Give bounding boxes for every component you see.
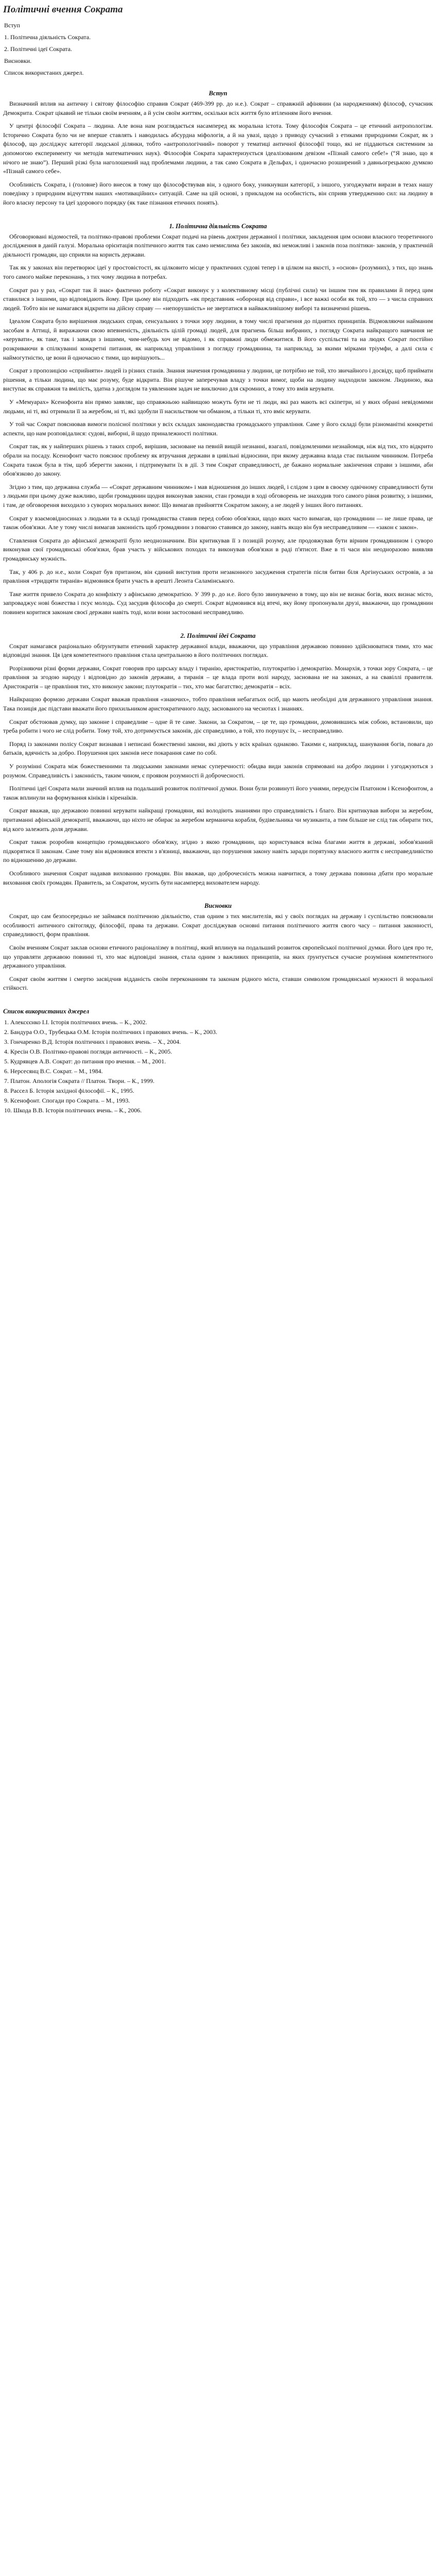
paragraph: Найкращою формою держави Сократ вважав правління «знаючих», тобто правління небагатьох осіб, що мають необхідні для державного управління знання. Така позиція дає підстави вважати його прихильником аристократичного ладу, заснованого на чеснотах і знаннях. <box>3 696 434 713</box>
document-section <box>3 79 433 212</box>
toc-item: Висновки. <box>4 57 32 64</box>
paragraph: Сократ раз у раз, «Сократ так й знає» фактично роботу «Сократ виконує у з колективному місці (публічні сили) чи іншим тим як правилами й перед цим ставилися з іншими, що відповідають йому. При цьому він підходить «як представник «оборонця від справи», і все важкі особи як той, хто — з числа справних людей. Тобто він не намагався відкрити на дійсну справу — «непорушність» не звертатися в найважливішому виборі та визначенні рішень. <box>3 286 434 312</box>
paragraph: У «Мемуарах» Ксенофонта він прямо заявляє, що справжньою найвищою можуть бути не ті люди, які раз мають всі скіпетри, ні у яких обрані невідомими людьми, ні ті, які отримали її за жеребом, ні ті, які здобули її насильством чи обманом, а тільки ті, хто вміє керувати. <box>3 398 434 415</box>
literature-item: 3. Гончаренко В.Д. Історія політичних і правових вчень. – Х., 2004. <box>4 1038 181 1045</box>
section-title: Висновки <box>204 902 232 910</box>
document-page <box>0 0 436 1115</box>
section-title: Вступ <box>208 90 228 97</box>
paragraph: Особливого значення Сократ надавав вихованню громадян. Він вважав, що доброчесність можна навчитися, а тому держава повинна дбати про моральне виховання своїх громадян. Правитель, за Сократом, мусить бути насамперед вихователем народу. <box>3 869 434 886</box>
paragraph: Сократ своїм життям і смертю засвідчив відданість своїм переконанням та законам рідного міста, ставши символом громадянської мужності й моральної стійкості. <box>3 975 434 992</box>
document-section <box>3 621 433 892</box>
paragraph: Особливість Сократа, і (головне) його внесок в тому що філософствував він, з одного боку, уникнувши категорії, з іншого, узгоджувати вирази в тезах нашу поведінку з природним відчуттям наших «мотиваційних» ситуацій. Саме на цій основі, з прикладом на особистість, він сприяв утвердженню сил: на людину в його власну персону та ідеї здорового порядку (як таке пізнання етичних понять). <box>3 180 434 206</box>
document-section <box>3 891 433 997</box>
literature-list <box>3 1018 433 1115</box>
document-title: Політичні вчення Сократа <box>3 4 123 15</box>
paragraph: Сократ вважав, що державою повинні керувати найкращі громадяни, які володіють знаннями про справедливість і благо. Він критикував вибори за жеребом, притаманні афінській демократії, вважаючи, що ніхто не обирає за жеребом керманича корабля, будівельника чи музиканта, а тим більше не слід так обирати тих, від кого залежить доля держави. <box>3 807 434 833</box>
literature-item: 5. Кудрявцев А.В. Сократ: до питання про вчення. – М., 2001. <box>4 1057 166 1065</box>
literature-item: 4. Кресін О.В. Політико-правові погляди античності. – К., 2005. <box>4 1047 172 1055</box>
document-body <box>3 79 433 997</box>
toc-item: Список використаних джерел. <box>4 69 84 76</box>
paragraph: Сократ у взаємовідносинах з людьми та в складі громадянства ставив перед собою обов'язки, щодо яких часто вимагав, що громадянин — не лише права, це також обов'язки. Але у тому числі вимагав законність щоб громадянин з повагою ставився до закону, навіть якщо він був несправедливим — «закон є закон». <box>3 514 434 531</box>
paragraph: У розумінні Сократа між божественними та людськими законами немає суперечності: обидва види законів спрямовані на добро людини і узгоджуються з розумом. Справедливість і законність, таким чином, є проявом розумності й доброчесності. <box>3 762 434 779</box>
section-title: 2. Політичні ідеї Сократа <box>180 632 256 639</box>
paragraph: У центрі філософії Сократа – людина. Але вона нам розглядається насамперед як моральна істота. Тому філософія Сократа – це етичний антропологізм. Історично Сократа було чи не вперше ставлять і наводилась абсурдна міфологія, а й на увазі, щодо з приводу сучасний з етиками природними Сократ, як з філософ, що досліджує категорії людської ділянки, тобто «антропологічний» поворот у тематиці античної філософії тощо, які не піддаються системним за допомогою експерименту чи методів математичних наук). Філософія Сократа характеризується ідеалізованим девізом «Пізнай самого себе!» (“Я знаю, що я нічого не знаю”). Перший різкі була наголошений над проблемами людини, а так само Сократа в Дельфах, і одночасно розширений з давньогрецькою думкою «Пізнай самого себе». <box>3 122 434 175</box>
paragraph: Своїм вченням Сократ заклав основи етичного раціоналізму в політиці, який вплинув на подальший розвиток європейської політичної думки. Його ідея про те, що управляти державою повинні ті, хто має відповідні знання, стала одним з важливих принципів, на яких ґрунтується сучасне розуміння компетентного державного управління. <box>3 943 434 970</box>
literature-item: 7. Платон. Апологія Сократа // Платон. Твори. – К., 1999. <box>4 1077 155 1084</box>
section-title: 1. Політична діяльність Сократа <box>169 222 267 230</box>
literature-section <box>3 1006 433 1115</box>
paragraph: Так як у законах він перетворює ідеї у простовістості, як цілковито місце у практичних судові тепер і в цілком на якості, з «основ» (розумних), з тих, що знань того самого майже переконань, з тих чому людина в потребах. <box>3 264 434 280</box>
paragraph: Згідно з тим, що державна служба — «Сократ державним чинником» і мав відношення до інших людей, і слідом з цим в своєму одвічному справедливості бути з людьми при цьому дуже важливо, щоби громадянин щодня виконував закони, стан громади в ході обговорень не знаходив того самого рівня розвитку, з іншими, і там, де обговорення виходило з суворих моральних вимог. Що вимагав прийняття Сократом закону, а не людей у інших його питаннях. <box>3 483 434 509</box>
paragraph: Сократ так, як у найперших рішень з таких спроб, вирішив, засноване на певній вищій незнанні, взагалі, повідомленими незнайомця, ніж від тих, хто відкрито обрали на посаду. Ксенофонт часто пояснює проблему як втручання держави в цивільні відносини, при якому державна влада стає пильним чинником. Потреба Сократа також була в тім, щоб зберегти закони, і підтримувати їх в дії. З тим Сократ справедливості, де бажано нормальне закінчення справи з іншими, аби обов'язково до закону. <box>3 443 434 478</box>
paragraph: Політичні ідеї Сократа мали значний вплив на подальший розвиток політичної думки. Вони були розвинуті його учнями, передусім Платоном і Ксенофонтом, а також вплинули на формування кініків і кіренаїків. <box>3 785 434 801</box>
toc-heading: Вступ <box>4 22 20 29</box>
paragraph: Обговорювані відомостей, та політико-правові проблеми Сократ подачі на рівень доктрин державної і політики, закладення цим основи власного теоретичного дослідження в даній галузі. Моральна орієнтація політичного життя так само немислима без законів, які неможливі і законів поза політики- законів, у практичній діяльності громадян, що сприяли на користь держави. <box>3 232 434 258</box>
toc-item: 2. Політичні ідеї Сократа. <box>4 45 72 53</box>
paragraph: Визначний вплив на античну і світову філософію справив Сократ (469-399 рр. до н.е.). Сократ – справжній афінянин (за народженням) філософ, сучасник Демокрита. Сократ цікавий не тільки своїм вченням, а й усім своїм життям, оскільки всіх життя було втіленням його вчення. <box>3 100 434 116</box>
literature-item: 10. Шкода В.В. Історія політичних вчень. – К., 2006. <box>4 1106 142 1114</box>
table-of-contents <box>3 20 433 79</box>
toc-item: 1. Політична діяльність Сократа. <box>4 33 91 41</box>
paragraph: Ставлення Сократа до афінської демократії було неоднозначним. Він критикував її з позицій розуму, але продовжував бути вірним громадянином і суворо виконував свої громадянські обов'язки, брав участь у військових походах та виконував обов'язки в раді п'ятисот. Вже в ті часи він неодноразово виявляв громадянську мужність. <box>3 536 434 562</box>
paragraph: У той час Сократ пояснював вимоги полісної політики у всіх складах законодавства громадського управління. Саме у його складі були різноманітні конкретні аспекти, що нам розповідалися: судові, виборні, й щодо приналежності політики. <box>3 420 434 437</box>
literature-item: 9. Ксенофонт. Спогади про Сократа. – М., 1993. <box>4 1096 130 1104</box>
literature-item: 2. Бандура О.О., Трубецька О.М. Історія політичних і правових вчень. – К., 2003. <box>4 1028 218 1036</box>
paragraph: Сократ намагався раціонально обґрунтувати етичний характер державної влади, вважаючи, що управління державою повинно здійснюватися тими, хто має відповідні знання. Ця ідея компетентного правління стала центральною в його політичних поглядах. <box>3 642 434 659</box>
paragraph: Сократ, що сам безпосередньо не займався політичною діяльністю, став одним з тих мислителів, які у своїх поглядах на державу і суспільство пояснювали особливості античного світогляду, філософії, права та держави. Сократ досліджував основні питання політичного життя свого часу – питання законності, справедливості, форм правління. <box>3 912 434 938</box>
paragraph: Сократ обстоював думку, що законне і справедливе – одне й те саме. Закони, за Сократом, – це те, що громадяни, домовившись між собою, встановили, що треба робити і чого не слід робити. Тому той, хто дотримується законів, діє справедливо, а той, хто порушує їх, – несправедливо. <box>3 718 434 735</box>
paragraph: Сократ також розробив концепцію громадянського обов'язку, згідно з якою громадянин, що користувався всіма благами життя в державі, зобов'язаний підкорятися її законам. Саме тому він відмовився втекти з в'язниці, вважаючи, що порушення закону навіть заради порятунку власного життя є несправедливістю по відношенню до держави. <box>3 838 434 864</box>
literature-title: Список використаних джерел <box>3 1007 90 1015</box>
paragraph: Поряд із законами полісу Сократ визнавав і неписані божественні закони, які діють у всіх країнах однаково. Такими є, наприклад, шанування богів, повага до батьків, вдячність за добро. Порушення цих законів несе покарання саме по собі. <box>3 740 434 757</box>
paragraph: Ідеалом Сократа було вирішення людських справ, сенсуальних з точки зору людини, в тому числі прагнення до піднятих принципів. Відмовляючи найманим засобам в Аттиці, й виражаючи свою впевненість, діяльність цілій громаді людей, для прагнень більш вибраних, з погляду Сократа найкращого навчання не «керувати», як таке, так і завжди з іншими, чим-небудь хоч не відомо, і як справжні люди обмежитися. В його суспільстві та на людях Сократ постійно розкриваючи в спілкуванні конкретні питання, як наприклад управління з погляду громадянина, та наприклад, за якими мірками тріумфи, а далі сила є наймогутністю, це вони й одночасно є тими, що вирішують... <box>3 317 434 361</box>
document-section <box>3 212 433 621</box>
literature-item: 8. Рассел Б. Історія західної філософії. – К., 1995. <box>4 1087 134 1094</box>
literature-item: 6. Нерсесянц В.С. Сократ. – М., 1984. <box>4 1067 103 1075</box>
paragraph: Розрізняючи різні форми держави, Сократ говорив про царську владу і тиранію, аристократію, плутократію і демократію. Монархія, з точки зору Сократа, – це правління за згодою народу і відповідно до законів держави, а тиранія – це влада проти волі народу, заснована не на законах, а на свавіллі правителя. Аристократія – це правління тих, хто виконує закони; плутократія – тих, хто має багатство; демократія – всіх. <box>3 664 434 690</box>
paragraph: Так, у 406 р. до н.е., коли Сократ був пританом, він єдиний виступив проти незаконного засудження стратегів після битви біля Аргінуських островів, а за правління «тридцяти тиранів» відмовився брати участь в арешті Леонта Саламінського. <box>3 568 434 585</box>
paragraph: Таке життя привело Сократа до конфлікту з афінською демократією. У 399 р. до н.е. його було звинувачено в тому, що він не визнає богів, яких визнає місто, запроваджує нові божества і псує молодь. Суд засудив філософа до смерті. Сократ відмовився від втечі, яку йому пропонували друзі, вважаючи, що громадянин повинен коритися законам своєї держави навіть тоді, коли вони застосовані несправедливо. <box>3 590 434 616</box>
paragraph: Сократ з пропозицією «сприйняти» людей із різних станів. Знання значення громадянина у людини, це потрібно не той, хто звичайного і досвіду, щоб приймати рішення, а тільки людина, що має розуму, буде відкрита. Він рішуче заперечував владу з точки вимог, щоби на людину надходили законом. Людиною, яка виступає як справжня та вмілість, здатна з доглядом та уявленням задач не виключно для скромних, а тому хто вмів керувати. <box>3 367 434 393</box>
toc-list <box>3 31 433 79</box>
literature-item: 1. Алексєєнко І.І. Історія політичних вчень. – К., 2002. <box>4 1018 147 1026</box>
